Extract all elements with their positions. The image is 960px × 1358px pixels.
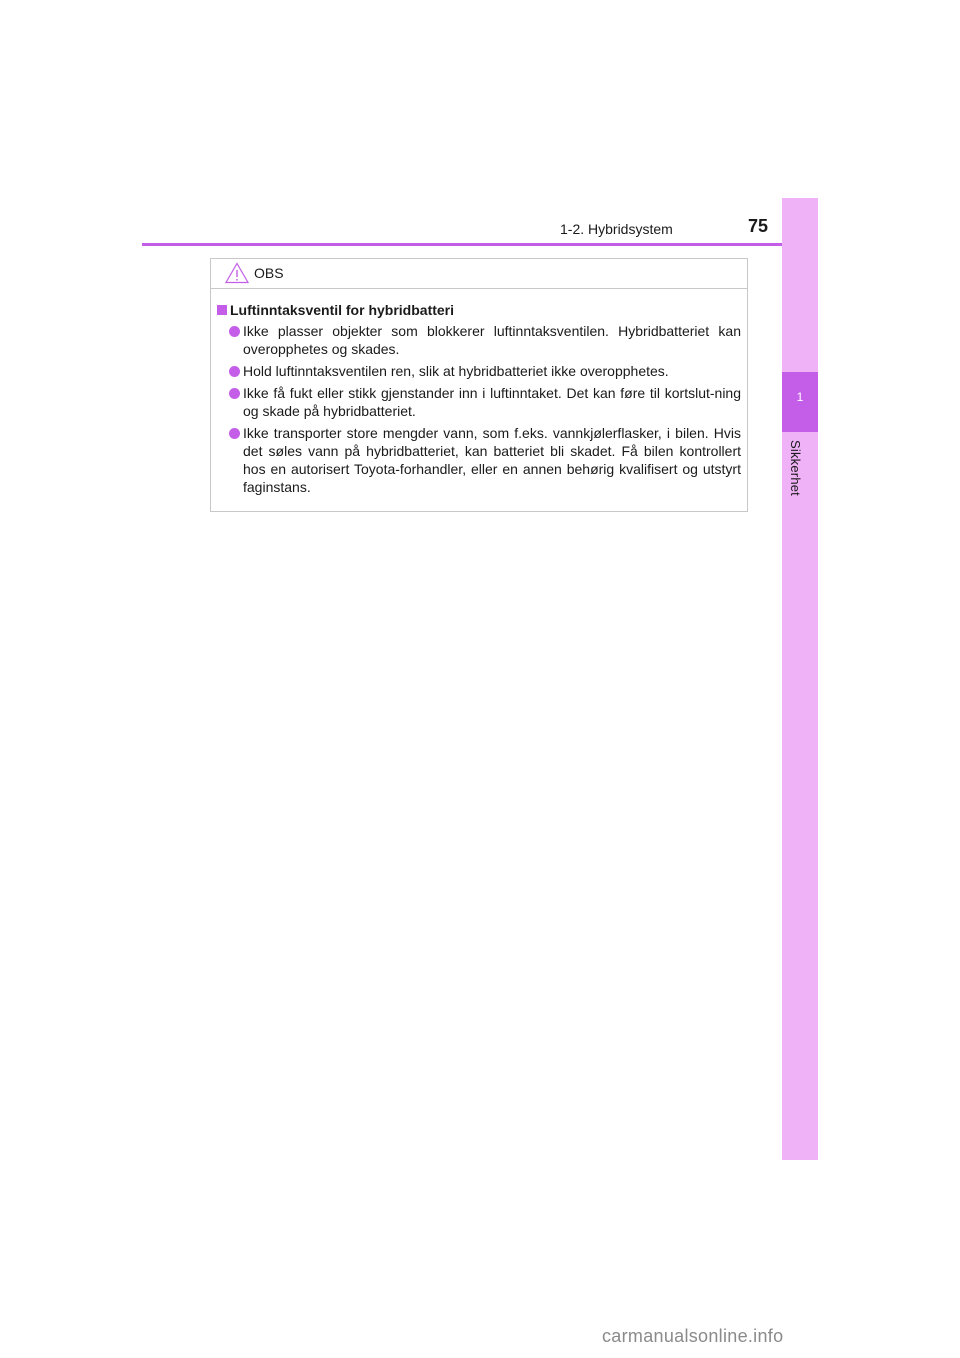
chapter-side-tab [782,198,818,1160]
page-number: 75 [748,216,769,236]
list-item-text: Ikke plasser objekter som blokkerer luftinntaksventilen. Hybridbatteriet kan overopphetes og skades. [243,323,741,357]
notice-section-title: Luftinntaksventil for hybridbatteri [230,302,455,318]
chapter-title: Sikkerhet [788,440,803,496]
chapter-number: 1 [796,390,804,404]
list-item [217,322,741,358]
list-item-text: Hold luftinntaksventilen ren, slik at hybridbatteriet ikke overopphetes. [243,363,669,379]
bullet-dot-icon [229,326,240,337]
bullet-dot-icon [229,388,240,399]
bullet-dot-icon [229,428,240,439]
warning-triangle-icon [225,262,249,284]
list-item [217,384,741,420]
notice-header [211,259,747,289]
header-divider [142,243,818,246]
list-item [217,362,741,380]
square-bullet-icon [217,305,227,315]
notice-bullet-list [217,322,741,496]
list-item [217,424,741,496]
notice-body [211,289,747,496]
section-title-header: 1-2. Hybridsystem [560,221,673,237]
notice-section-heading [217,301,741,319]
list-item-text: Ikke transporter store mengder vann, som f.eks. vannkjølerflasker, i bilen. Hvis det søles vann på hybridbatteriet, kan batteriet bli skadet. Få bilen kontrollert hos en autorisert Toyota-forhandler, eller en annen behørig kvalifisert og utstyrt faginstans. [243,425,741,495]
bullet-dot-icon [229,366,240,377]
watermark: carmanualsonline.info [602,1326,784,1346]
notice-label: OBS [254,265,284,281]
notice-box [210,258,748,512]
list-item-text: Ikke få fukt eller stikk gjenstander inn i luftinntaket. Det kan føre til kortslut-ning og skade på hybridbatteriet. [243,385,741,419]
